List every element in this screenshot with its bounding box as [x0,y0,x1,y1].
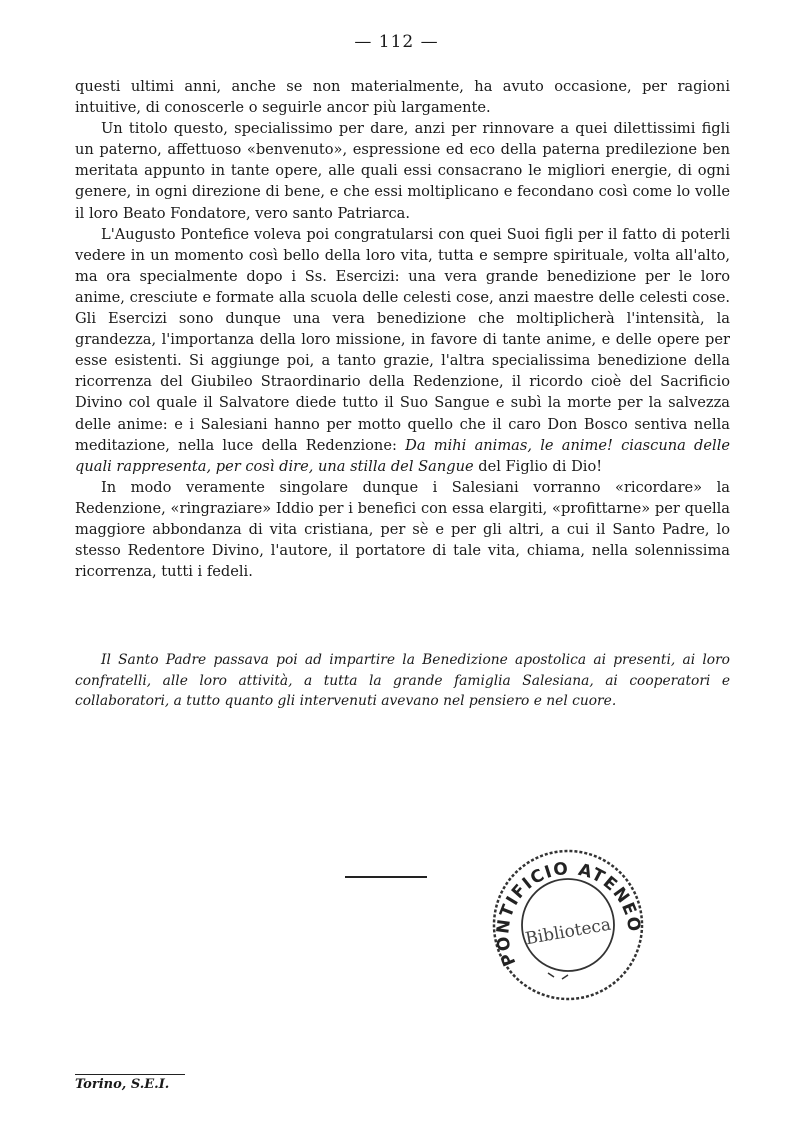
stamp-center-text: Biblioteca [523,914,613,950]
paragraph-text: del Figlio di Dio! [478,457,603,475]
footer-imprint: Torino, S.E.I. [75,1077,170,1092]
paragraph: questi ultimi anni, anche se non materialmente, ha avuto occasione, per ragioni intuitive, di conoscerle o seguirle ancor più largamente. [75,78,730,117]
page-number: — 112 — [354,32,439,52]
library-stamp [488,845,648,1005]
motto: Da mihi animas, le anime! ciascuna delle quali rappresenta, per così dire, una stilla del Sangue [75,436,731,475]
paragraph [75,224,730,477]
paragraph-text: L'Augusto Pontefice voleva poi congratularsi con quei Suoi figli per il fatto di poterli vedere in un momento così bello della loro vita, tutta e sempre spirituale, volta all'alto, ma ora specialmente dopo i Ss. Esercizi: una vera grande benedizione per le loro anime, cresciute e formate alla scuola delle celesti cose, anzi maestre delle celesti cose. Gli Esercizi sono dunque una vera benedizione che moltiplicherà l'intensità, la grandezza, l'importanza della loro missione, in favore di tante anime, e delle opere per esse esistenti. Si aggiunge poi, a tanto grazie, l'altra specialissima benedizione della ricorrenza del Giubileo Straordinario della Redenzione, il ricordo cioè del Sacrificio Divino col quale il Salvatore diede tutto il Suo Sangue e subì la morte per la salvezza delle anime: e i Salesiani hanno per motto quello che il caro Don Bosco sentiva nella meditazione, nella luce della Redenzione: [75,225,730,454]
body-text [75,76,730,582]
closing-note [75,650,730,712]
paragraph: In modo veramente singolare dunque i Salesiani vorranno «ricordare» la Redenzione, «ringraziare» Iddio per i benefici con essa elargiti, «profittarne» per quella maggiore abbondanza di vita cristiana, per sè e per gli altri, a cui il Santo Padre, lo stesso Redentore Divino, l'autore, il portatore di tale vita, chiama, nella solennissima ricorrenza, tutti i fedeli. [75,478,730,581]
stamp-ring-text: PONTIFICIO ATENEO [493,858,645,969]
closing-text: Il Santo Padre passava poi ad impartire la Benedizione apostolica ai presenti, ai loro confratelli, alle loro attività, a tutta la grande famiglia Salesiana, ai cooperatori e collaboratori, a tutto quanto gli intervenuti avevano nel pensiero e nel cuore. [75,652,730,710]
divider [345,876,427,878]
paragraph: Un titolo questo, specialissimo per dare, anzi per rinnovare a quei dilettissimi figli un paterno, affettuoso «benvenuto», espressione ed eco della paterna predilezione ben meritata appunto in tante opere, alle quali essi consacrano le migliori energie, di ogni genere, in ogni direzione di bene, e che essi moltiplicano e fecondano così come lo volle il loro Beato Fondatore, vero santo Patriarca. [75,120,730,222]
footer-rule [75,1074,185,1075]
